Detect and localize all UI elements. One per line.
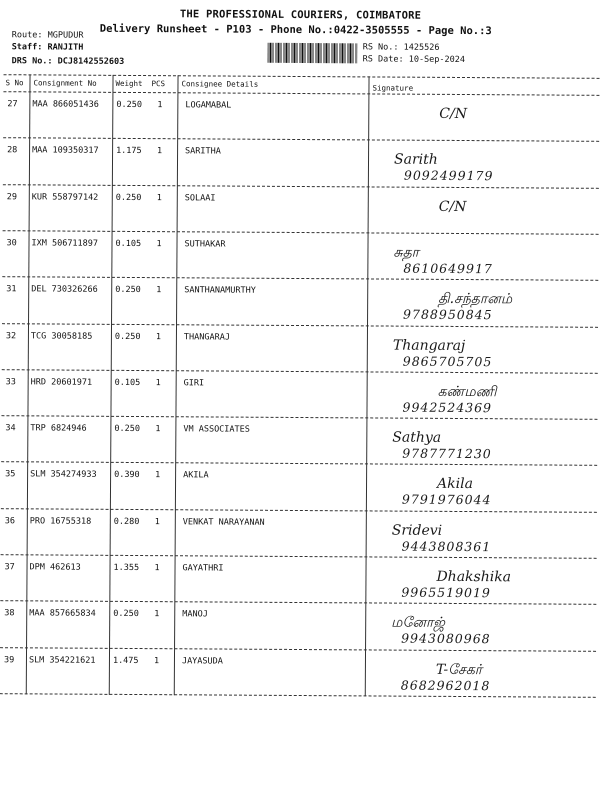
row-consignment-no: SLM 354221621 (28, 654, 96, 666)
row-consignment-no: MAA 109350317 (32, 145, 99, 157)
row-divider (2, 276, 598, 281)
row-consignee: GAYATHRI (182, 563, 224, 574)
col-header-pcs: PCS (151, 79, 166, 89)
row-signature: Dhakshika (436, 568, 512, 586)
row-signature: Sarith (393, 151, 438, 169)
row-pcs: 1 (154, 516, 160, 527)
row-divider (2, 369, 598, 374)
row-signature: மனோஜ் (391, 614, 446, 632)
row-weight: 1.355 (113, 562, 140, 574)
staff-value: RANJITH (47, 42, 84, 53)
row-sno: 38 (4, 608, 15, 619)
row-divider (0, 693, 596, 698)
row-signature-phone: 9443808361 (401, 538, 492, 554)
row-divider (2, 323, 598, 328)
row-consignment-no: TRP 6824946 (30, 423, 87, 434)
row-divider (3, 184, 599, 189)
row-consignee: THANGARAJ (183, 331, 231, 343)
row-signature: Sathya (392, 429, 442, 446)
row-weight: 0.105 (115, 238, 142, 249)
row-sno: 36 (4, 515, 16, 526)
row-divider (1, 462, 597, 467)
row-consignee: SARITHA (185, 146, 221, 157)
drs-value: DCJ8142552603 (57, 56, 125, 67)
row-divider (1, 508, 597, 513)
row-signature-phone: 9791976044 (401, 492, 492, 508)
route-line (12, 30, 84, 40)
rs-date-line (363, 54, 465, 65)
row-pcs: 1 (156, 192, 162, 203)
row-signature-phone: 8610649917 (403, 260, 493, 277)
row-sno: 34 (5, 423, 16, 434)
row-sno: 30 (6, 238, 17, 249)
row-consignment-no: HRD 20601971 (30, 377, 93, 388)
row-divider (3, 137, 599, 142)
col-header-consignment: Consignment No (33, 78, 97, 88)
row-consignment-no: IXM 506711897 (31, 238, 99, 249)
route-value: MGPUDUR (47, 30, 84, 41)
row-weight: 0.250 (113, 609, 139, 620)
row-sno: 37 (4, 562, 15, 573)
row-signature-phone: 9865705705 (402, 353, 493, 369)
row-divider (3, 230, 599, 235)
row-weight: 0.105 (114, 377, 141, 388)
row-signature: சுதா (393, 244, 420, 261)
row-signature: Thangaraj (392, 337, 466, 354)
row-sno: 31 (6, 284, 17, 295)
row-signature-phone: 9787771230 (402, 445, 492, 462)
row-signature: C/N (439, 105, 468, 123)
row-signature: C/N (438, 198, 467, 215)
row-weight: 0.250 (114, 423, 140, 435)
row-pcs: 1 (157, 146, 163, 157)
rs-date-value: 10-Sep-2024 (408, 54, 466, 66)
row-consignee: SOLAAI (184, 192, 216, 204)
row-signature-phone: 9092499179 (403, 167, 494, 184)
row-consignment-no: TCG 30058185 (30, 330, 93, 342)
staff-line (12, 42, 84, 52)
row-consignee: VENKAT NARAYANAN (182, 516, 265, 528)
row-pcs: 1 (155, 377, 161, 388)
row-divider (0, 600, 596, 605)
row-pcs: 1 (155, 424, 161, 435)
row-pcs: 1 (154, 563, 160, 574)
row-consignee: MANOJ (182, 609, 208, 620)
rs-date-label: RS Date: (362, 54, 404, 65)
runsheet-subtitle: Delivery Runsheet - P103 - Phone No.:0422-3505555 - Page No.:3 (99, 22, 492, 38)
row-signature-phone: 9965519019 (401, 584, 491, 601)
row-sno: 32 (5, 330, 17, 341)
row-sno: 39 (3, 654, 15, 665)
row-pcs: 1 (153, 655, 160, 666)
row-weight: 0.250 (115, 192, 142, 203)
row-weight: 0.250 (114, 331, 141, 342)
row-signature: கண்மணி (437, 383, 497, 401)
row-sno: 33 (5, 377, 16, 388)
row-signature: தி.சந்தானம் (438, 291, 513, 308)
row-consignment-no: KUR 558797142 (31, 191, 99, 203)
table-header-rule (3, 91, 599, 96)
row-divider (0, 647, 596, 652)
row-signature: T-சேகர் (435, 661, 483, 678)
row-signature-phone: 9788950845 (403, 306, 493, 323)
row-weight: 1.475 (112, 655, 139, 666)
row-sno: 27 (7, 99, 18, 110)
barcode (268, 43, 358, 64)
route-label: Route: (11, 30, 43, 41)
col-header-sno: S No (5, 78, 24, 88)
row-signature-phone: 9942524369 (402, 399, 493, 415)
row-weight: 0.250 (116, 99, 142, 111)
row-pcs: 1 (155, 470, 161, 481)
row-sno: 29 (6, 191, 18, 202)
row-weight: 0.280 (113, 516, 140, 527)
row-pcs: 1 (155, 331, 162, 342)
row-pcs: 1 (156, 239, 162, 250)
rs-no-line (363, 42, 440, 52)
row-signature-phone: 8682962018 (400, 677, 491, 693)
row-signature: Akila (436, 476, 473, 493)
row-consignee: LOGAMABAL (185, 100, 232, 111)
drs-label: DRS No.: (11, 56, 53, 67)
row-pcs: 1 (154, 609, 160, 620)
row-consignment-no: MAA 857665834 (29, 608, 96, 620)
row-signature: Sridevi (391, 522, 443, 539)
rs-no-value: 1425526 (403, 42, 440, 53)
row-consignee: SUTHAKAR (184, 239, 226, 250)
row-divider (1, 415, 597, 420)
row-consignee: VM ASSOCIATES (183, 424, 250, 435)
row-weight: 0.390 (114, 470, 140, 481)
staff-label: Staff: (11, 42, 43, 53)
row-weight: 1.175 (116, 146, 142, 157)
row-signature-phone: 9943080968 (401, 630, 491, 647)
row-sno: 35 (5, 469, 16, 480)
row-sno: 28 (7, 145, 18, 156)
row-consignee: JAYASUDA (181, 655, 223, 667)
rs-no-label: RS No.: (362, 42, 399, 53)
col-header-consignee: Consignee Details (181, 79, 259, 89)
row-pcs: 1 (156, 285, 162, 296)
row-consignment-no: PRO 16755318 (29, 516, 92, 527)
row-consignee: SANTHANAMURTHY (184, 285, 256, 296)
col-header-signature: Signature (372, 83, 414, 93)
drs-line (12, 56, 125, 67)
row-consignment-no: DEL 730326266 (31, 284, 98, 295)
row-consignment-no: DPM 462613 (29, 562, 81, 573)
row-consignment-no: SLM 354274933 (30, 469, 97, 481)
row-consignee: GIRI (183, 378, 205, 389)
col-header-weight: Weight (115, 78, 143, 89)
row-consignment-no: MAA 866051436 (32, 99, 99, 110)
row-consignee: AKILA (183, 470, 209, 481)
row-pcs: 1 (157, 100, 163, 111)
row-divider (1, 554, 597, 559)
row-weight: 0.250 (115, 285, 141, 296)
company-title: THE PROFESSIONAL COURIERS, COIMBATORE (179, 8, 422, 22)
